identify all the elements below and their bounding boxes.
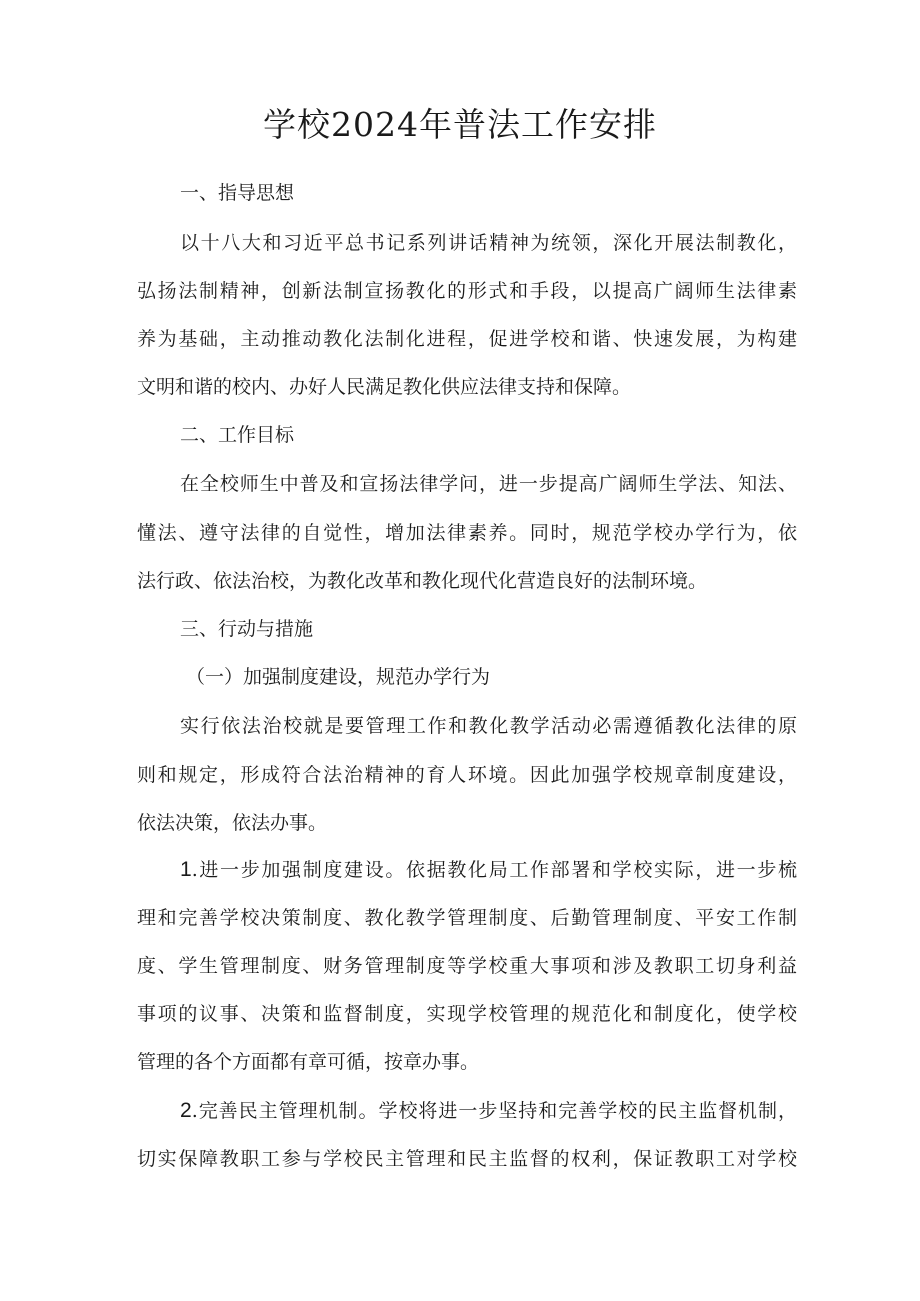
list-item-1-first-line <box>180 855 797 885</box>
paragraph-line: 在全校师生中普及和宣扬法律学问，进一步提高广阔师生学法、知法、 <box>180 473 797 495</box>
section-heading-actions: 三、行动与措施 <box>180 618 314 640</box>
subsection-heading: （一）加强制度建设，规范办学行为 <box>186 666 491 688</box>
paragraph-line: 度、学生管理制度、财务管理制度等学校重大事项和涉及教职工切身利益 <box>137 955 797 977</box>
paragraph-line: 养为基础，主动推动教化法制化进程，促进学校和谐、快速发展，为构建 <box>137 328 797 350</box>
document-title: 学校2024年普法工作安排 <box>263 105 657 144</box>
paragraph-line: 依法决策，依法办事。 <box>137 812 328 834</box>
list-item-number: 1 <box>180 858 192 881</box>
section-heading-work-goal: 二、工作目标 <box>180 424 295 446</box>
paragraph-line: 事项的议事、决策和监督制度，实现学校管理的规范化和制度化，使学校 <box>137 1003 797 1025</box>
paragraph-line: 理和完善学校决策制度、教化教学管理制度、后勤管理制度、平安工作制 <box>137 907 797 929</box>
paragraph-line: 懂法、遵守法律的自觉性，增加法律素养。同时，规范学校办学行为，依 <box>137 522 797 544</box>
paragraph-line: 弘扬法制精神，创新法制宣扬教化的形式和手段，以提高广阔师生法律素 <box>137 280 797 302</box>
paragraph-line: 法行政、依法治校，为教化改革和教化现代化营造良好的法制环境。 <box>137 570 708 592</box>
list-item-text: .进一步加强制度建设。依据教化局工作部署和学校实际，进一步梳 <box>191 859 797 881</box>
list-item-text: .完善民主管理机制。学校将进一步坚持和完善学校的民主监督机制， <box>191 1100 797 1122</box>
paragraph-line: 则和规定，形成符合法治精神的育人环境。因此加强学校规章制度建设， <box>137 764 797 786</box>
paragraph-line: 实行依法治校就是要管理工作和教化教学活动必需遵循教化法律的原 <box>180 715 797 737</box>
paragraph-line: 切实保障教职工参与学校民主管理和民主监督的权利，保证教职工对学校 <box>137 1148 797 1170</box>
list-item-2-first-line <box>180 1096 797 1126</box>
list-item-number: 2 <box>180 1099 192 1122</box>
paragraph-line: 文明和谐的校内、办好人民满足教化供应法律支持和保障。 <box>137 376 632 398</box>
paragraph-line: 管理的各个方面都有章可循，按章办事。 <box>137 1051 480 1073</box>
section-heading-guiding-thought: 一、指导思想 <box>180 182 295 204</box>
paragraph-line: 以十八大和习近平总书记系列讲话精神为统领，深化开展法制教化， <box>180 232 797 254</box>
